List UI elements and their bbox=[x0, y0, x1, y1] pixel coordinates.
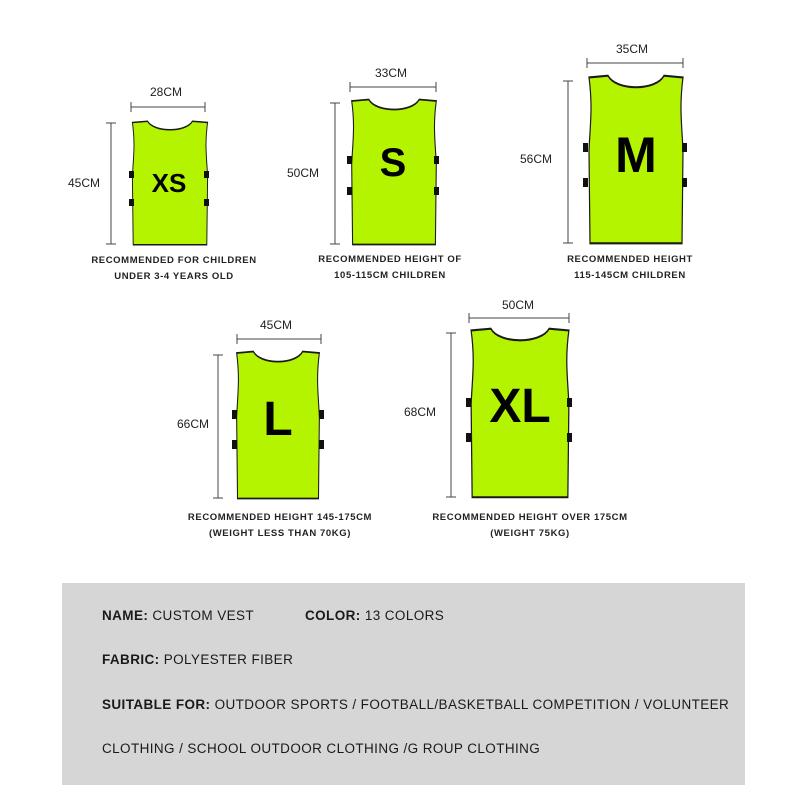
s-size-label: S bbox=[379, 141, 407, 185]
l-caption: RECOMMENDED HEIGHT 145-175CM (WEIGHT LESS THAN 70KG) bbox=[187, 512, 373, 539]
color-row: COLOR: 13 COLORS bbox=[305, 608, 445, 623]
s-width-label: 33CM bbox=[375, 66, 408, 80]
xl-width-label: 50CM bbox=[502, 298, 535, 312]
fabric-row: FABRIC: POLYESTER FIBER bbox=[102, 652, 294, 667]
xl-size-label: XL bbox=[489, 380, 551, 433]
l-width-label: 45CM bbox=[260, 318, 293, 332]
m-width-label: 35CM bbox=[616, 42, 649, 56]
xs-caption: RECOMMENDED FOR CHILDREN UNDER 3-4 YEARS OLD bbox=[91, 255, 257, 282]
m-size-label: M bbox=[615, 127, 657, 183]
m-height-label: 56CM bbox=[520, 152, 553, 166]
l-height-label: 66CM bbox=[177, 417, 210, 431]
xs-width-label: 28CM bbox=[150, 85, 183, 99]
suitable-row: SUITABLE FOR: OUTDOOR SPORTS / FOOTBALL/BASKETBALL COMPETITION / VOLUNTEER bbox=[102, 697, 730, 712]
s-height-label: 50CM bbox=[287, 166, 320, 180]
xs-height-label: 45CM bbox=[68, 176, 101, 190]
product-info-panel bbox=[62, 583, 745, 785]
s-caption: RECOMMENDED HEIGHT OF 105-115CM CHILDREN bbox=[318, 254, 462, 281]
name-row: NAME: CUSTOM VEST bbox=[102, 608, 255, 623]
xl-height-label: 68CM bbox=[404, 405, 437, 419]
suitable-row-continued: CLOTHING / SCHOOL OUTDOOR CLOTHING /G ROUP CLOTHING bbox=[102, 741, 541, 756]
m-caption: RECOMMENDED HEIGHT 115-145CM CHILDREN bbox=[567, 254, 693, 281]
xl-caption: RECOMMENDED HEIGHT OVER 175CM (WEIGHT 75KG) bbox=[432, 512, 628, 539]
xs-size-label: XS bbox=[151, 168, 187, 198]
l-size-label: L bbox=[263, 393, 293, 446]
